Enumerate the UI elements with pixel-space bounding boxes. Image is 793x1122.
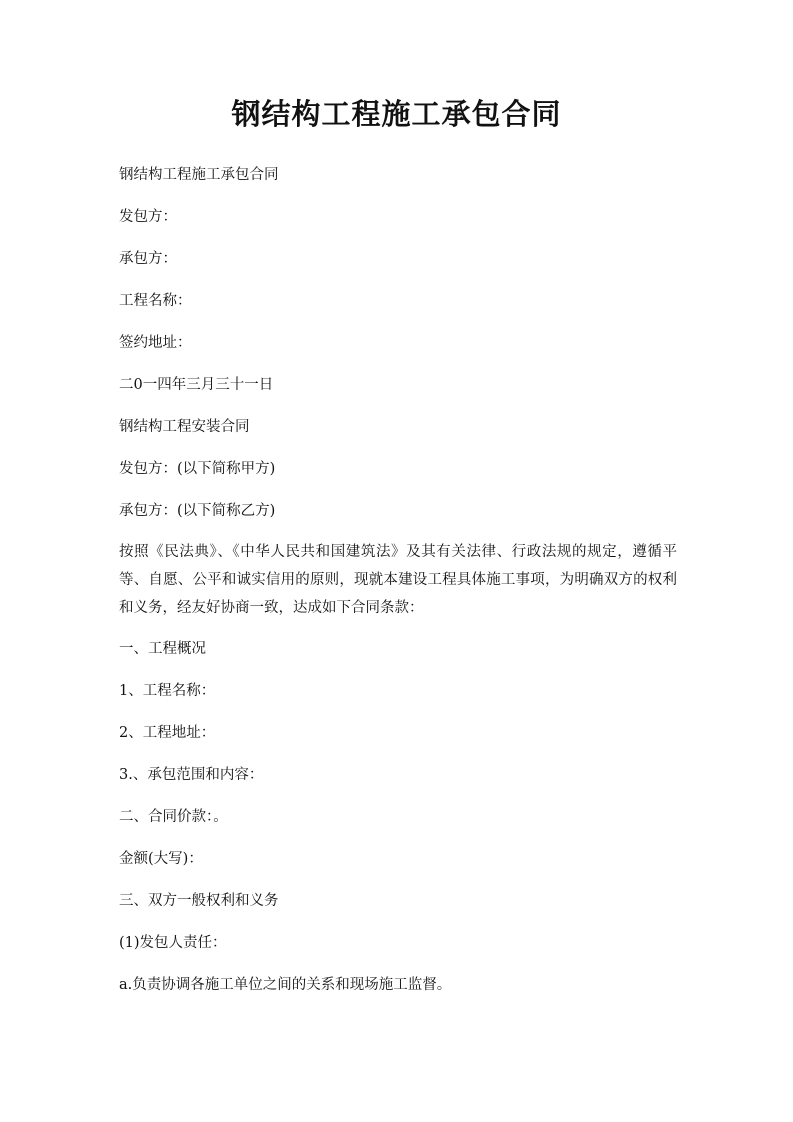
preamble-paragraph: 按照《民法典》、《中华人民共和国建筑法》及其有关法律、行政法规的规定，遵循平等、自愿、公平和诚实信用的原则，现就本建设工程具体施工事项，为明确双方的权利和义务，经友好协商一致，达成如下合同条款： bbox=[119, 544, 677, 616]
section-heading-1: 一、工程概况 bbox=[119, 641, 206, 657]
cover-contractor-line: 承包方： bbox=[119, 251, 177, 267]
contract-subtitle: 钢结构工程安装合同 bbox=[119, 419, 250, 435]
clause-1-2: 2、工程地址： bbox=[119, 725, 216, 741]
clause-1-1: 1、工程名称： bbox=[119, 683, 216, 699]
section-heading-2: 二、合同价款：。 bbox=[119, 809, 228, 825]
cover-project-name-line: 工程名称： bbox=[119, 293, 192, 309]
cover-date: 二0一四年三月三十一日 bbox=[119, 377, 274, 393]
clause-1-3: 3.、承包范围和内容： bbox=[119, 767, 264, 783]
section-heading-3: 三、双方一般权利和义务 bbox=[119, 893, 279, 909]
clause-3-1: (1)发包人责任： bbox=[119, 935, 227, 951]
party-b-line: 承包方：(以下简称乙方) bbox=[119, 503, 276, 519]
document-body bbox=[119, 160, 677, 1012]
document-title: 钢结构工程施工承包合同 bbox=[231, 97, 562, 131]
cover-title: 钢结构工程施工承包合同 bbox=[119, 167, 279, 183]
cover-employer-line: 发包方： bbox=[119, 209, 177, 225]
party-a-line: 发包方：(以下简称甲方) bbox=[119, 461, 276, 477]
cover-signing-address-line: 签约地址： bbox=[119, 335, 192, 351]
amount-line: 金额(大写)： bbox=[119, 851, 203, 867]
clause-3-1-a: a.负责协调各施工单位之间的关系和现场施工监督。 bbox=[119, 977, 452, 993]
